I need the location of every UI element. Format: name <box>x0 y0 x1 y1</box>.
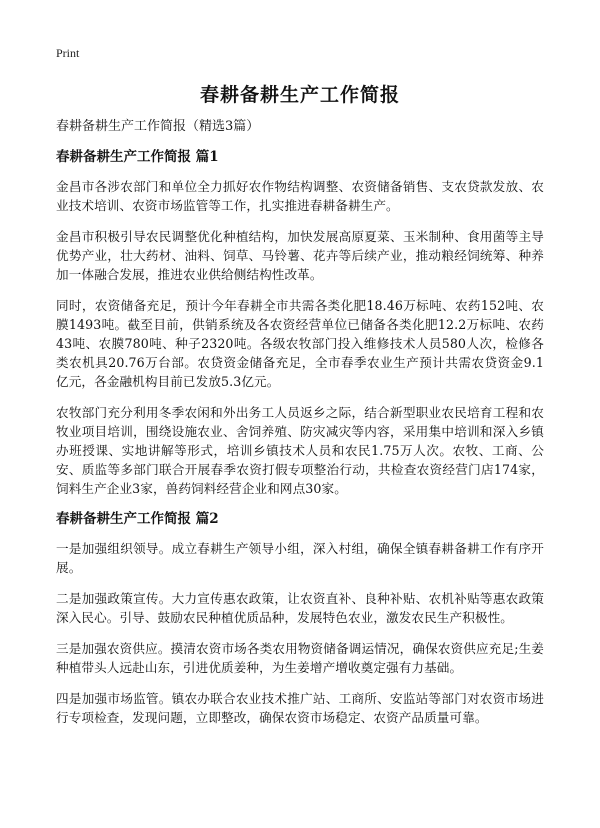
print-label: Print <box>56 46 80 60</box>
document-title: 春耕备耕生产工作简报 <box>199 84 400 106</box>
paragraph: 二是加强政策宣传。大力宣传惠农政策，让农资直补、良种补贴、农机补贴等惠农政策深入民心。引导、鼓励农民种植优质品种，发展特色农业，激发农民生产积极性。 <box>56 591 544 625</box>
paragraph: 四是加强市场监管。镇农办联合农业技术推广站、工商所、安监站等部门对农资市场进行专项检查，发现问题，立即整改，确保农资市场稳定、农资产品质量可靠。 <box>56 691 544 725</box>
paragraph: 农牧部门充分利用冬季农闲和外出务工人员返乡之际，结合新型职业农民培育工程和农牧业项目培训，围绕设施农业、舍饲养殖、防灾减灾等内容，采用集中培训和深入乡镇办班授课、实地讲解等形式，培训乡镇技术人员和农民1.75万人次。农牧、工商、公安、质监等多部门联合开展春季农资打假专项整治行动，共检查农资经营门店174家，饲料生产企业3家，兽药饲料经营企业和网点30家。 <box>56 405 544 496</box>
paragraph: 金昌市各涉农部门和单位全力抓好农作物结构调整、农资储备销售、支农贷款发放、农业技术培训、农资市场监管等工作，扎实推进春耕备耕生产。 <box>56 179 544 213</box>
document-subtitle: 春耕备耕生产工作简报（精选3篇） <box>56 119 260 134</box>
paragraph: 一是加强组织领导。成立春耕生产领导小组，深入村组，确保全镇春耕备耕工作有序开展。 <box>56 541 544 575</box>
section-heading-1: 春耕备耕生产工作简报 篇1 <box>56 149 219 165</box>
document-body <box>56 118 544 739</box>
paragraph: 同时，农资储备充足，预计今年春耕全市共需各类化肥18.46万标吨、农药152吨、农膜1493吨。截至目前，供销系统及各农资经营单位已储备各类化肥12.2万标吨、农药43吨、农膜780吨、种子2320吨。各级农牧部门投入维修技术人员580人次，检修各类农机具20.76万台部。农贷资金储备充足，全市春季农业生产预计共需农贷资金9.1亿元，各金融机构目前已发放5.3亿元。 <box>56 298 544 389</box>
section-heading-2: 春耕备耕生产工作简报 篇2 <box>56 511 219 527</box>
paragraph: 三是加强农资供应。摸清农资市场各类农用物资储备调运情况，确保农资供应充足;生姜种植带头人远赴山东，引进优质姜种，为生姜增产增收奠定强有力基础。 <box>56 641 544 675</box>
paragraph: 金昌市积极引导农民调整优化种植结构，加快发展高原夏菜、玉米制种、食用菌等主导优势产业，壮大药材、油料、饲草、马铃薯、花卉等后续产业，推动粮经饲统筹、种养加一体融合发展，推进农业供给侧结构性改革。 <box>56 229 544 282</box>
